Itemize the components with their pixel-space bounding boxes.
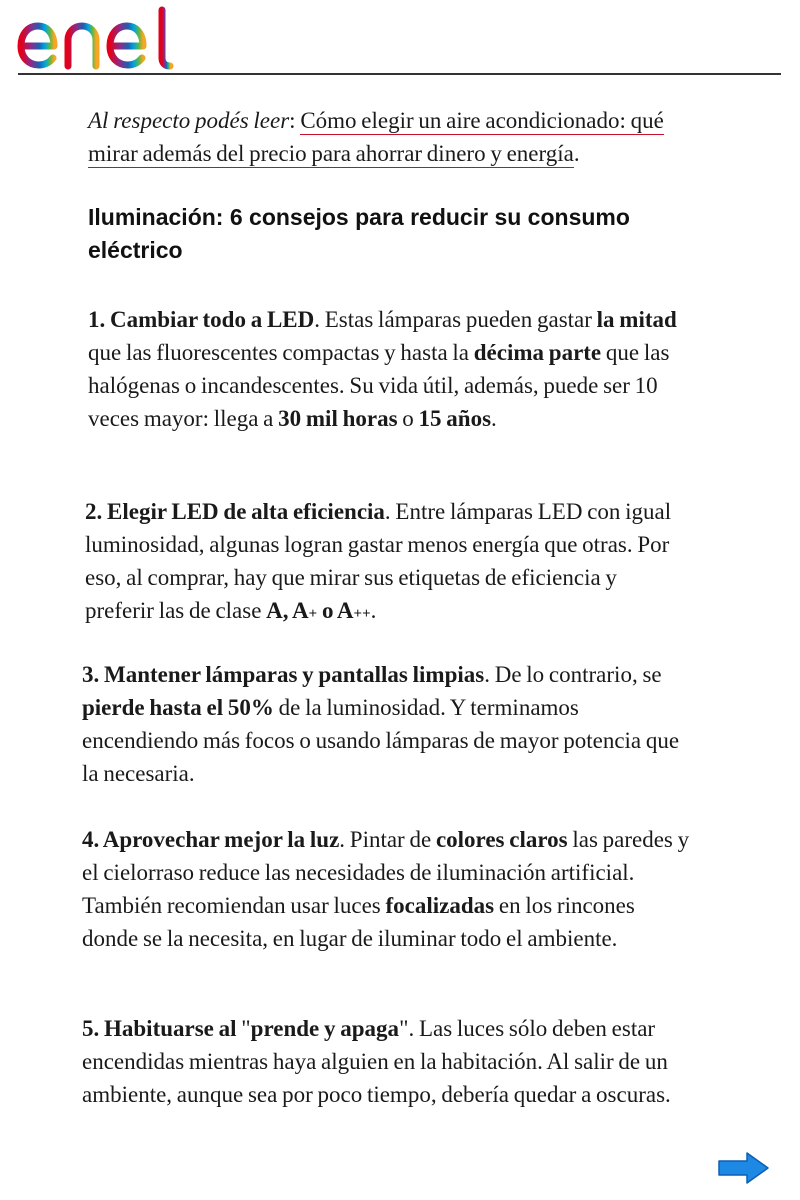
site-header — [0, 0, 800, 76]
tip-1-text: o — [397, 406, 419, 431]
header-divider — [18, 73, 781, 75]
tip-2-plus: ++ — [353, 606, 371, 622]
tip-4-text: en los rincones donde se la necesita, en lugar de iluminar todo el ambiente. — [82, 893, 635, 951]
tip-2-text: . — [370, 598, 377, 623]
section-title: Iluminación: 6 consejos para reducir su consumo eléctrico — [88, 204, 630, 263]
tip-1-text: que las halógenas o incandescentes. Su vida útil, además, puede ser 10 veces mayor: llega a — [88, 340, 670, 431]
tip-3-bold: pierde hasta el 50% — [82, 695, 274, 720]
tip-1-bold: 15 años — [418, 406, 492, 431]
tip-3-text: de la luminosidad. Y terminamos encendiendo más focos o usando lámparas de mayor potencia que la necesaria. — [82, 695, 680, 786]
intro-end: . — [573, 141, 580, 166]
tip-1 — [88, 303, 688, 435]
tip-4-bold: colores claros — [435, 827, 568, 852]
tip-5-text: . Las luces sólo deben estar encendidas mientras haya alguien en la habitación. Al salir de un ambiente, aunque sea por poco tiempo, debería quedar a oscuras. — [82, 1016, 671, 1107]
tip-1-bold: la mitad — [596, 307, 677, 332]
tip-5-quote: " — [241, 1016, 251, 1041]
tip-2-bold: o A — [317, 598, 354, 623]
related-article-link[interactable]: Cómo elegir un aire acondicionado: qué mirar además del precio para ahorrar dinero y energía — [88, 108, 664, 166]
tip-2 — [85, 495, 685, 631]
tip-3-text: . De lo contrario, se — [484, 662, 662, 687]
tip-4-text: . Pintar de — [339, 827, 436, 852]
tip-1-bold: décima parte — [473, 340, 602, 365]
tip-3 — [82, 658, 687, 790]
tip-1-text: . — [491, 406, 497, 431]
tip-2-text: . Entre lámparas LED con igual luminosidad, algunas logran gastar menos energía que otras. Por eso, al comprar, hay que mirar sus etiquetas de eficiencia y preferir las de clase — [85, 499, 672, 623]
intro-colon: : — [289, 108, 301, 133]
tip-5 — [82, 1012, 692, 1111]
tip-4-text: las paredes y el cielorraso reduce las necesidades de iluminación artificial. También recomiendan usar luces — [82, 827, 690, 918]
tip-1-bold: 30 mil horas — [278, 406, 398, 431]
tip-4 — [82, 823, 692, 955]
tip-2-plus: + — [308, 606, 318, 622]
intro-lead: Al respecto podés leer — [88, 108, 290, 133]
tip-1-text: . Estas lámparas pueden gastar — [314, 307, 597, 332]
tip-1-text: que las fluorescentes compactas y hasta la — [88, 340, 474, 365]
right-arrow-icon[interactable] — [716, 1150, 772, 1186]
tip-2-title: 2. Elegir LED de alta eficiencia — [85, 499, 385, 524]
tip-4-bold: focalizadas — [385, 893, 495, 918]
intro-paragraph — [88, 104, 708, 170]
tip-2-bold: A, A — [266, 598, 309, 623]
tip-1-title: 1. Cambiar todo a LED — [88, 307, 315, 332]
tip-5-title: 5. Habituarse al — [82, 1016, 242, 1041]
enel-logo[interactable] — [14, 4, 184, 70]
tip-3-title: 3. Mantener lámparas y pantallas limpias — [82, 662, 485, 687]
tip-5-title-highlight: prende y apaga — [250, 1016, 400, 1041]
tip-5-quote: " — [399, 1016, 409, 1041]
tip-4-title: 4. Aprovechar mejor la luz — [82, 827, 340, 852]
